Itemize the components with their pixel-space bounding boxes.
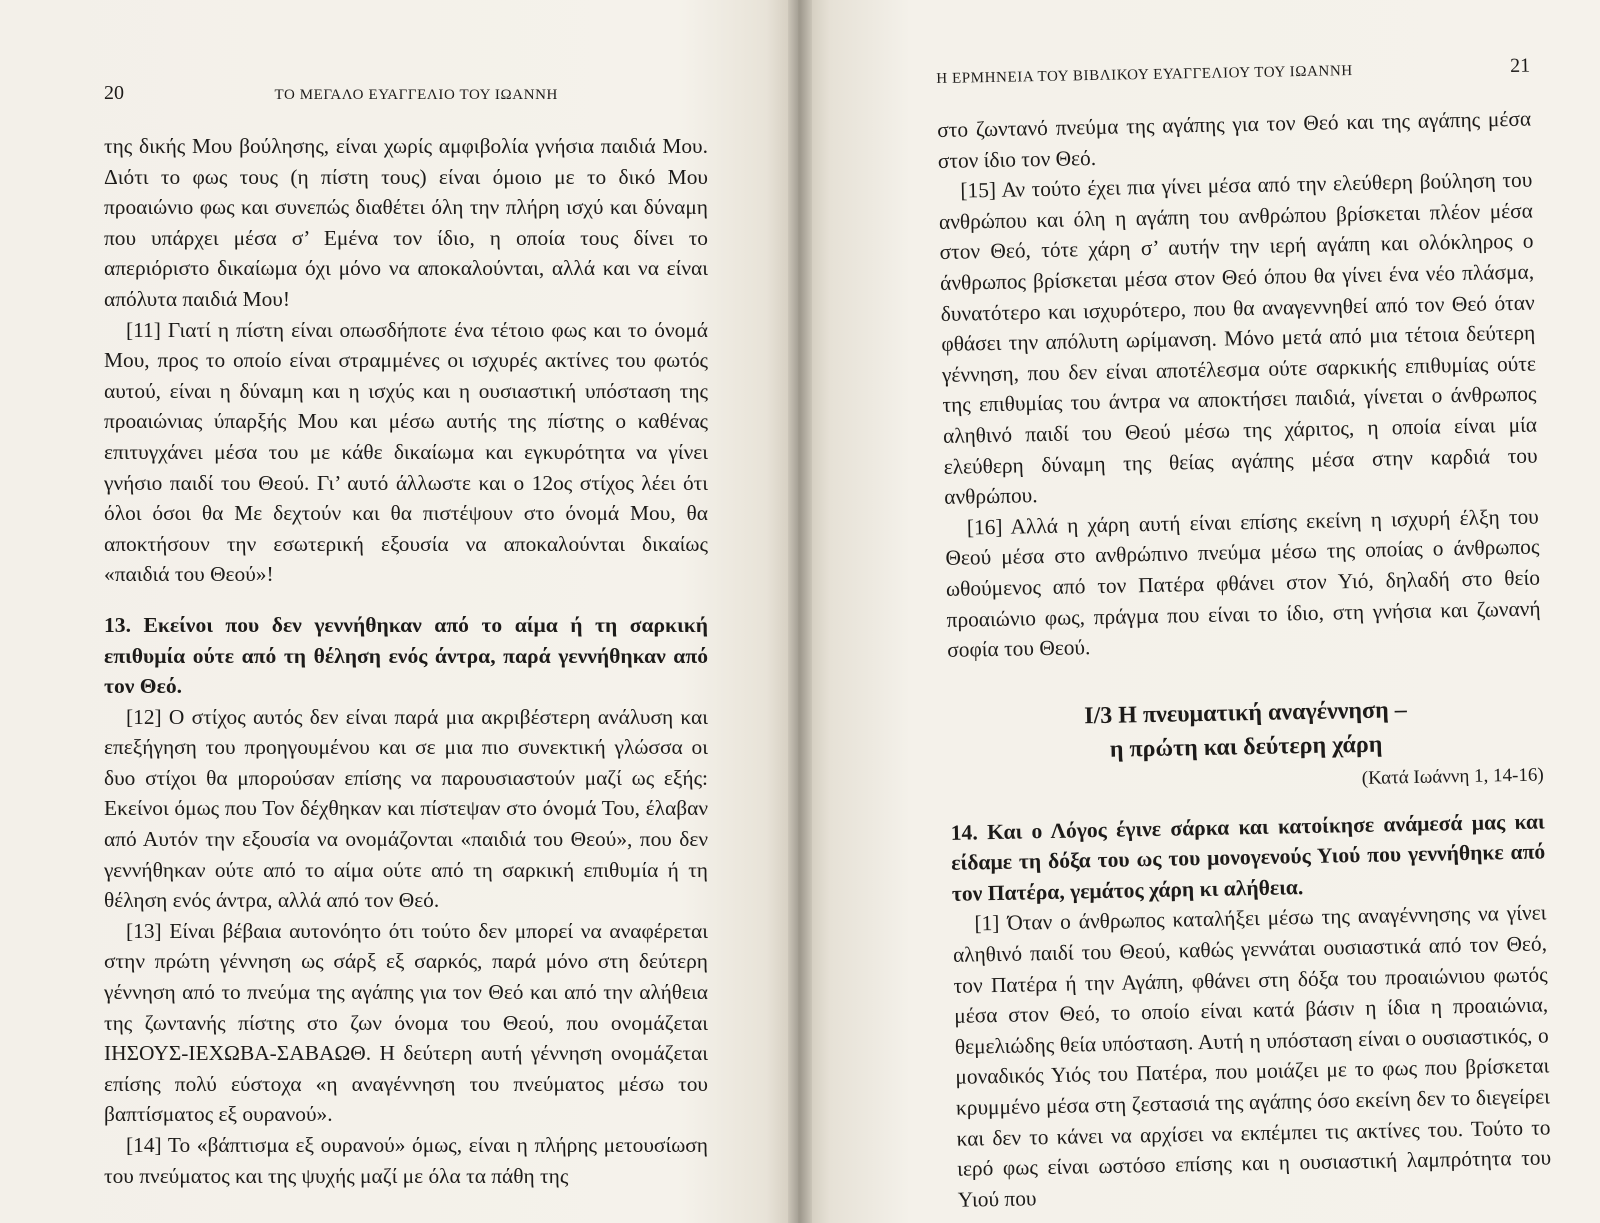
- section-title-line-2: η πρώτη και δεύτερη χάρη: [1109, 731, 1383, 763]
- right-body: [937, 104, 1552, 1216]
- paragraph-16: [16] Αλλά η χάρη αυτή είναι επίσης εκείνη η ισχυρή έλξη του Θεού μέσα στο ανθρώπινο πνεύμα μέσω της οποίας ο άνθρωπος ωθούμενος από τον Πατέρα φθάνει στον Υιό, δηλαδή στο θείο προαιώνιο φως, πράγμα που είναι το ίδιο, στη γνήσια και ζωνανή σοφία του Θεού.: [945, 504, 1541, 662]
- paragraph-12: [12] Ο στίχος αυτός δεν είναι παρά μια ακριβέστερη ανάλυση και επεξήγηση του προηγουμένου και σε μια πιο συνεκτική γλώσσα οι δυο στίχοι θα μπορούσαν επίσης να παρουσιαστούν μαζί ως εξής: Εκείνοι όμως που Τον δέχθηκαν και πίστεψαν στο όνομά Του, έλαβαν από Αυτόν την εξουσία να ονομάζονται «παιδιά του Θεού», που δεν γεννήθηκαν ούτε από το αίμα ούτε από τη σαρκική επιθυμία ή τη θέληση ενός άντρα, αλλά από τον Θεό.: [104, 704, 708, 913]
- paragraph: της δικής Μου βούλησης, είναι χωρίς αμφιβολία γνήσια παιδιά Μου. Διότι το φως τους (η πίστη τους) είναι όμοιο με το δικό Μου προαιώνιο φως και συνεπώς διαθέτει όλη την πλήρη ισχύ και δύναμη που υπάρχει μέσα σ’ Εμένα τον ίδιο, η οποία τους δίνει το απεριόριστο δικαίωμα όχι μόνο να αποκαλούνται, αλλά και να είναι απόλυτα παιδιά Μου!: [104, 134, 708, 311]
- paragraph: στο ζωντανό πνεύμα της αγάπης για τον Θεό και της αγάπης μέσα στον ίδιο τον Θεό.: [936, 106, 1532, 173]
- section-title: [948, 690, 1543, 769]
- right-page-content: [936, 55, 1552, 1216]
- section-title-line-1: Ι/3 Η πνευματική αναγέννηση –: [1084, 696, 1407, 729]
- right-page: [798, 0, 1600, 1223]
- running-head-right: Η ΕΡΜΗΝΕΙΑ ΤΟΥ ΒΙΒΛΙΚΟΥ ΕΥΑΓΓΕΛΙΟΥ ΤΟΥ ΙΩΑΝΝΗ: [936, 63, 1353, 87]
- left-page: [0, 0, 798, 1223]
- paragraph-11: [11] Γιατί η πίστη είναι οπωσδήποτε ένα τέτοιο φως και το όνομά Μου, προς το οποίο είναι στραμμένες οι ισχυρές ακτίνες του φωτός αυτού, είναι η δύναμη και η ισχύς και η ουσιαστική υπόσταση της προαιώνιας ύπαρξής Μου και μέσω αυτής της πίστης ο καθένας επιτυγχάνει μέσα του με κάθε δικαίωμα και εγκυρότητα να γίνει γνήσιο παιδί του Θεού. Γι’ αυτό άλλωστε και ο 12ος στίχος λέει ότι όλοι όσοι θα Με δεχτούν και θα πιστέψουν στο όνομά Μου, θα αποκτήσουν την εσωτερική εξουσία να αποκαλούνται δικαίως «παιδιά του Θεού»!: [104, 317, 708, 587]
- page-number-left: 20: [104, 82, 124, 104]
- paragraph-13: [13] Είναι βέβαια αυτονόητο ότι τούτο δεν μπορεί να αναφέρεται στην πρώτη γέννηση ως σάρξ εξ σαρκός, παρά μόνο στη δεύτερη γέννηση από το πνεύμα της αγάπης για τον Θεό και από την αλήθεια της ζωντανής πίστης στο ζων όνομα του Θεού, που ονομάζεται ΙΗΣΟΥΣ-ΙΕΧΩΒΑ-ΣΑΒΑΩΘ. Η δεύτερη αυτή γέννηση ονομάζεται επίσης πολύ εύστοχα «η αναγέννηση του πνεύματος μέσω του βαπτίσματος εξ ουρανού».: [104, 918, 708, 1127]
- page-number-right: 21: [1509, 54, 1531, 77]
- paragraph-14: [14] Το «βάπτισμα εξ ουρανού» όμως, είναι η πλήρης μετουσίωση του πνεύματος και της ψυχής μαζί με όλα τα πάθη της: [104, 1133, 708, 1188]
- left-running-header: [104, 82, 708, 105]
- left-body: [104, 131, 708, 1191]
- paragraph-15: [15] Αν τούτο έχει πια γίνει μέσα από την ελεύθερη βούληση του ανθρώπου και όλη η αγάπη του ανθρώπου βρίσκεται πλέον μέσα στον Θεό, τότε χάρη σ’ αυτήν την ιερή αγάπη και ολόκληρος ο άνθρωπος βρίσκεται μέσα στον Θεό όπου θα γίνει ένα νέο πλάσμα, δυνατότερο και ισχυρότερο, που θα αναγεννηθεί από τον Θεό όταν φθάσει την απόλυτη ωρίμανση. Μόνο μετά από μια τέτοια δεύτερη γέννηση, που δεν είναι αποτέλεσμα ούτε σαρκικής επιθυμίας ούτε της επιθυμίας του άντρα να αποκτήσει παιδιά, γίνεται ο άνθρωπος αληθινό παιδί του Θεού μέσω της χάριτος, η οποία είναι μία ελεύθερη δύναμη της θείας αγάπης μέσα στην καρδιά του ανθρώπου.: [938, 167, 1538, 510]
- verse-heading-13: 13. Εκείνοι που δεν γεννήθηκαν από το αίμα ή τη σαρκική επιθυμία ούτε από τη θέληση ενός άντρα, παρά γεννήθηκαν από τον Θεό.: [104, 612, 708, 699]
- scripture-reference: (Κατά Ιωάννη 1, 14-16): [1361, 764, 1544, 789]
- gutter-shadow: [788, 0, 812, 1223]
- right-running-header: [936, 55, 1530, 89]
- running-head-left: ΤΟ ΜΕΓΑΛΟ ΕΥΑΓΓΕΛΙΟ ΤΟΥ ΙΩΑΝΝΗ: [274, 87, 558, 103]
- verse-heading-14: 14. Και ο Λόγος έγινε σάρκα και κατοίκησε ανάμεσά μας και είδαμε τη δόξα του ως του μονογενούς Υιού που γεννήθηκε από τον Πατέρα, γεμάτος χάρη κι αλήθεια.: [950, 809, 1546, 906]
- paragraph-1: [1] Όταν ο άνθρωπος καταλήξει μέσω της αναγέννησης να γίνει αληθινό παιδί του Θεού, καθώς γεννάται ουσιαστικά από τον Θεό, τον Πατέρα ή την Αγάπη, φθάνει στη δόξα του προαιώνιου φωτός μέσα στον Θεό, το οποίο είναι κατά βάσιν η ίδια η προαιώνια, θεμελιώδης θεία υπόσταση. Αυτή η υπόσταση είναι ο ουσιαστικός, ο μοναδικός Υιός του Πατέρα, που μοιάζει με το φως που βρίσκεται κρυμμένο μέσα στη ζεστασιά της αγάπης όσο εκείνη δεν το διεγείρει και δεν το κάνει να αρχίσει να εκπέμπει τις ακτίνες του. Τούτο το ιερό φως είναι ωστόσο επίσης και η ουσιαστική λαμπρότητα του Υιού που: [952, 900, 1552, 1212]
